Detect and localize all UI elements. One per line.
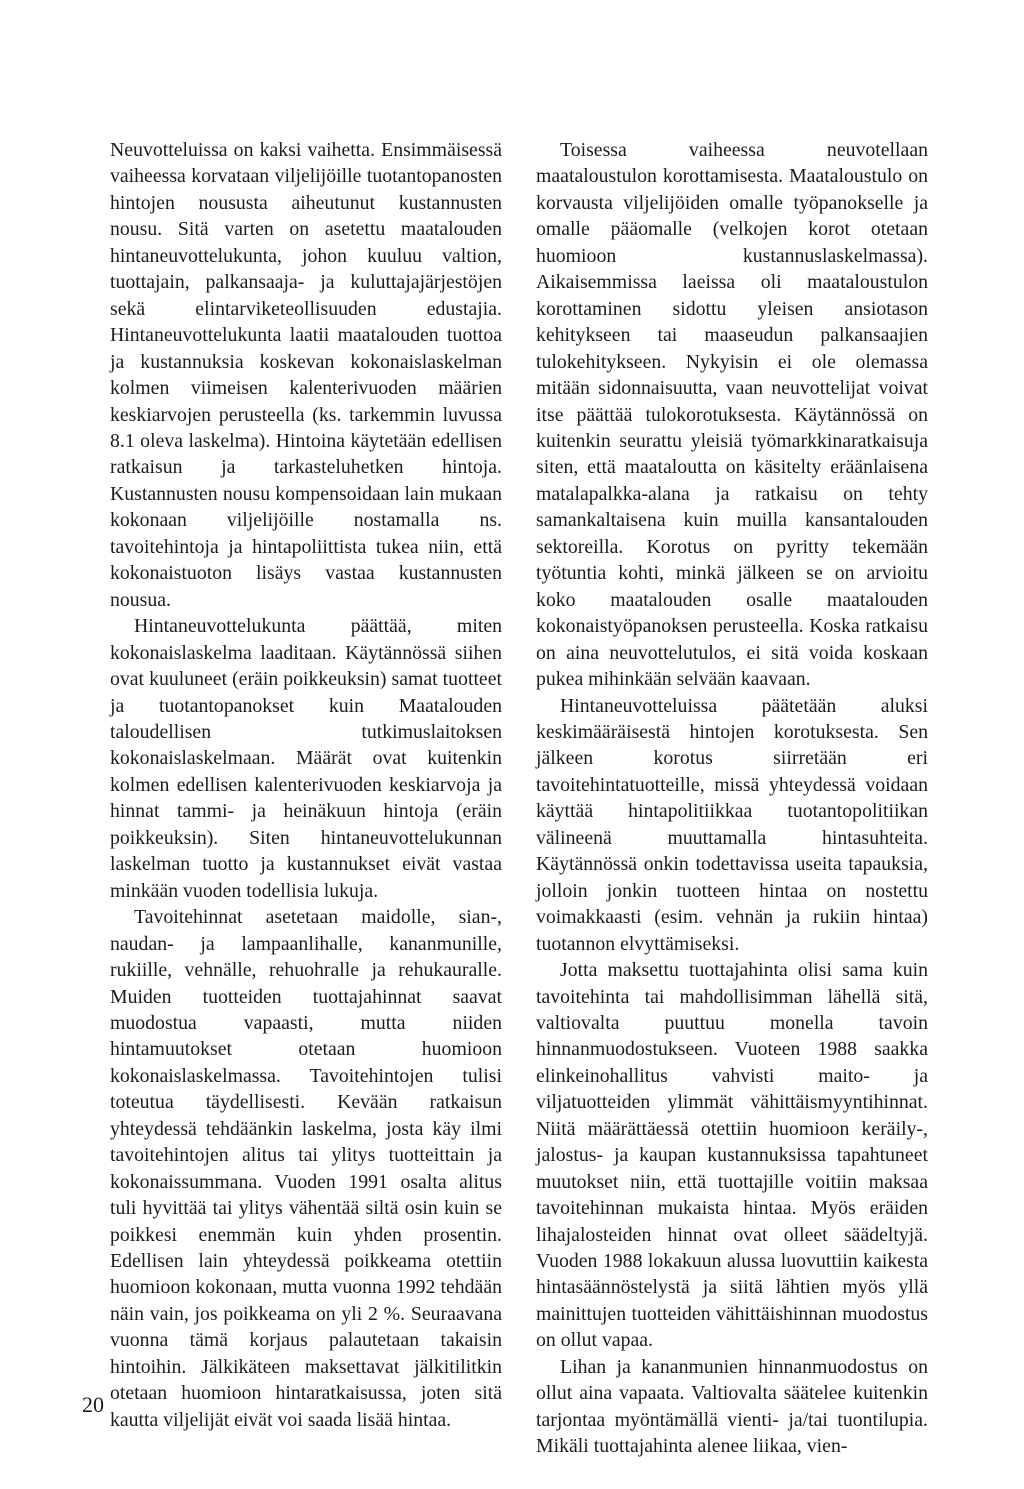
left-text-column [110,137,502,1433]
right-paragraph-1: Toisessa vaiheessa neuvotellaan maataloustulon korottamisesta. Maataloustulo on korvausta viljelijöiden omalle työpanokselle ja omalle pääomalle (velkojen korot otetaan huomioon kustannuslaskelmassa). Aikaisemmissa laeissa oli maataloustulon korottaminen sidottu yleisen ansiotason kehitykseen tai maaseudun palkansaajien tulokehitykseen. Nykyisin ei ole olemassa mitään sidonnaisuutta, vaan neuvottelijat voivat itse päättää tulokorotuksesta. Käytännössä on kuitenkin seurattu yleisiä työmarkkinaratkaisuja siten, että maataloutta on käsitelty eräänlaisena matalapalkka-alana ja ratkaisu on tehty samankaltaisena kuin muilla kansantalouden sektoreilla. Korotus on pyritty tekemään työtuntia kohti, minkä jälkeen se on arvioitu koko maatalouden osalle maatalouden kokonaistyöpanoksen perusteella. Koska ratkaisu on aina neuvottelutulos, ei sitä voida koskaan pukea mihinkään selvään kaavaan. [536,139,928,691]
page-number: 20 [82,1392,104,1417]
right-paragraph-3: Jotta maksettu tuottajahinta olisi sama kuin tavoitehinta tai mahdollisimman lähellä sitä, valtiovalta puuttuu monella tavoin hinnanmuodostukseen. Vuoteen 1988 saakka elinkeinohallitus vahvisti maito- ja viljatuotteiden ylimmät vähittäismyyntihinnat. Niitä määrättäessä otettiin huomioon keräily-, jalostus- ja kaupan kustannuksissa tapahtuneet muutokset niin, että tuottajille voitiin maksaa tavoitehinnan mukaista hintaa. Myös eräiden lihajalosteiden hinnat ovat olleet säädeltyjä. Vuoden 1988 lokakuun alussa luovuttiin kaikesta hintasäännöstelystä ja siitä lähtien myös yllä mainittujen tuotteiden vähittäishinnan muodostus on ollut vapaa. [536,959,928,1352]
right-paragraph-2: Hintaneuvotteluissa päätetään aluksi keskimääräisestä hintojen korotuksesta. Sen jälkeen korotus siirretään eri tavoitehintatuotteille, missä yhteydessä voidaan käyttää hintapolitiikkaa tuotantopolitiikan välineenä muuttamalla hintasuhteita. Käytännössä onkin todettavissa useita tapauksia, jolloin jonkin tuotteen hintaa on nostettu voimakkaasti (esim. vehnän ja rukiin hintaa) tuotannon elvyttämiseksi. [536,694,928,955]
left-paragraph-3: Tavoitehinnat asetetaan maidolle, sian-, naudan- ja lampaanlihalle, kananmunille, rukiille, vehnälle, rehuohralle ja rehukauralle. Muiden tuotteiden tuottajahinnat saavat muodostua vapaasti, mutta niiden hintamuutokset otetaan huomioon kokonaislaskelmassa. Tavoitehintojen tulisi toteutua täydellisesti. Kevään ratkaisun yhteydessä tehdäänkin laskelma, josta käy ilmi tavoitehintojen alitus tai ylitys tuotteittain ja kokonaissummana. Vuoden 1991 osalta alitus tuli hyvittää tai ylitys vähentää siltä osin kuin se poikkesi enemmän kuin yhden prosentin. Edellisen lain yhteydessä poikkeama otettiin huomioon kokonaan, mutta vuonna 1992 tehdään näin vain, jos poikkeama on yli 2 %. Seuraavana vuonna tämä korjaus palautetaan takaisin hintoihin. Jälkikäteen maksettavat jälkitilitkin otetaan huomioon hintaratkaisussa, joten sitä kautta viljelijät eivät voi saada lisää hintaa. [110,906,502,1431]
left-paragraph-1: Neuvotteluissa on kaksi vaihetta. Ensimmäisessä vaiheessa korvataan viljelijöille tuotantopanosten hintojen noususta aiheutunut kustannusten nousu. Sitä varten on asetettu maatalouden hintaneuvottelukunta, johon kuuluu valtion, tuottajain, palkansaaja- ja kuluttajajärjestöjen sekä elintarviketeollisuuden edustajia. Hintaneuvottelukunta laatii maatalouden tuottoa ja kustannuksia koskevan kokonaislaskelman kolmen viimeisen kalenterivuoden määrien keskiarvojen perusteella (ks. tarkemmin luvussa 8.1 oleva laskelma). Hintoina käytetään edellisen ratkaisun ja tarkasteluhetken hintoja. Kustannusten nousu kompensoidaan lain mukaan kokonaan viljelijöille nostamalla ns. tavoitehintoja ja hintapoliittista tukea niin, että kokonaistuoton lisäys vastaa kustannusten nousua. [110,139,502,611]
left-paragraph-2: Hintaneuvottelukunta päättää, miten kokonaislaskelma laaditaan. Käytännössä siihen ovat kuuluneet (eräin poikkeuksin) samat tuotteet ja tuotantopanokset kuin Maatalouden taloudellisen tutkimuslaitoksen kokonaislaskelmaan. Määrät ovat kuitenkin kolmen edellisen kalenterivuoden keskiarvoja ja hinnat tammi- ja heinäkuun hintoja (eräin poikkeuksin). Siten hintaneuvottelukunnan laskelman tuotto ja kustannukset eivät vastaa minkään vuoden todellisia lukuja. [110,615,502,902]
right-paragraph-4: Lihan ja kananmunien hinnanmuodostus on ollut aina vapaata. Valtiovalta säätelee kuitenkin tarjontaa myöntämällä vienti- ja/tai tuontilupia. Mikäli tuottajahinta alenee liikaa, vien- [536,1355,928,1458]
right-text-column [536,137,928,1460]
